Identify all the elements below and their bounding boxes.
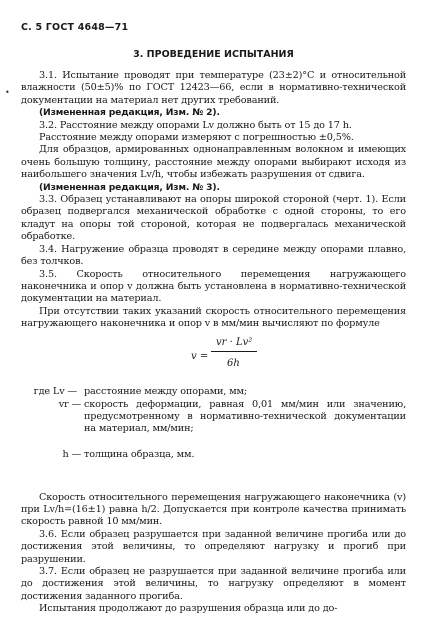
section-title: 3. ПРОВЕДЕНИЕ ИСПЫТАНИЯ [133,49,294,60]
paragraph-reinforced: Для образцов, армированных однонаправленным волокном и имеющих очень большую толщину, расстояние между опорами выбирают исходя из наибольшего значения Lv/h, чтобы избежать разрушения от сдвига. [21,144,406,181]
definition-text: расстояние между опорами, мм; [84,385,248,397]
amendment-note-3: (Измененная редакция, Изм. № 3). [39,181,220,193]
definition-key: vr — [58,398,81,410]
definition-text: скорость деформации, равная 0,01 мм/мин или значению, предусмотренному в нормативно-технической документации на материал, мм/мин; [84,398,406,435]
paragraph-speed-formula-intro: При отсутствии таких указаний скорость относительного перемещения нагружающего наконечника и опор v в мм/мин вычисляют по формуле [21,305,406,330]
paragraph-3-7: 3.7. Если образец не разрушается при заданной величине прогиба или до достижения этой величины, то нагрузку определяют в момент достижения заданного прогиба. [21,565,406,602]
paragraph-3-4: 3.4. Нагружение образца проводят в середине между опорами плавно, без толчков. [21,243,406,268]
formula-lhs: v = [191,350,209,362]
paragraph-3-3: 3.3. Образец устанавливают на опоры широкой стороной (черт. 1). Если образец подвергался механической обработке с одной стороны, то его кладут на опоры той стороной, которая не подвергалась механической обработке. [21,194,406,243]
paragraph-3-1: 3.1. Испытание проводят при температуре (23±2)°С и относительной влажности (50±5)% по ГОСТ 12423—66, если в нормативно-технической документации на материал нет других требований. [21,70,406,106]
definition-key: где Lv — [33,385,77,397]
formula-numerator: vr · Lv² [216,336,253,348]
paragraph-3-5: 3.5. Скорость относительного перемещения нагружающего наконечника и опор v должна быть установлена в нормативно-технической документации на материал. [21,268,406,305]
speed-formula [21,334,406,382]
paragraph-speed-value: Скорость относительного перемещения нагружающего наконечника (v) при Lv/h=(16±1) равна h/2. Допускается при контроле качества принимать скорость равной 10 мм/мин. [21,491,406,528]
margin-mark: • [5,88,10,97]
amendment-note-2: (Измененная редакция, Изм. № 2). [39,107,220,119]
formula-definitions [21,386,406,492]
paragraph-3-6: 3.6. Если образец разрушается при заданной величине прогиба или до достижения этой величины, то определяют нагрузку и прогиб при разрушении. [21,528,406,565]
paragraph-measurement: Расстояние между опорами измеряют с погрешностью ±0,5%. [39,132,354,144]
definition-key: h — [62,448,81,460]
fraction-bar [211,351,257,352]
running-head: С. 5 ГОСТ 4648—71 [21,22,129,33]
formula-denominator: 6h [227,357,240,369]
definition-text: толщина образца, мм. [84,448,195,460]
paragraph-continuation: Испытания продолжают до разрушения образца или до до- [39,603,338,615]
paragraph-3-2: 3.2. Расстояние между опорами Lv должно быть от 15 до 17 h. [39,119,352,131]
